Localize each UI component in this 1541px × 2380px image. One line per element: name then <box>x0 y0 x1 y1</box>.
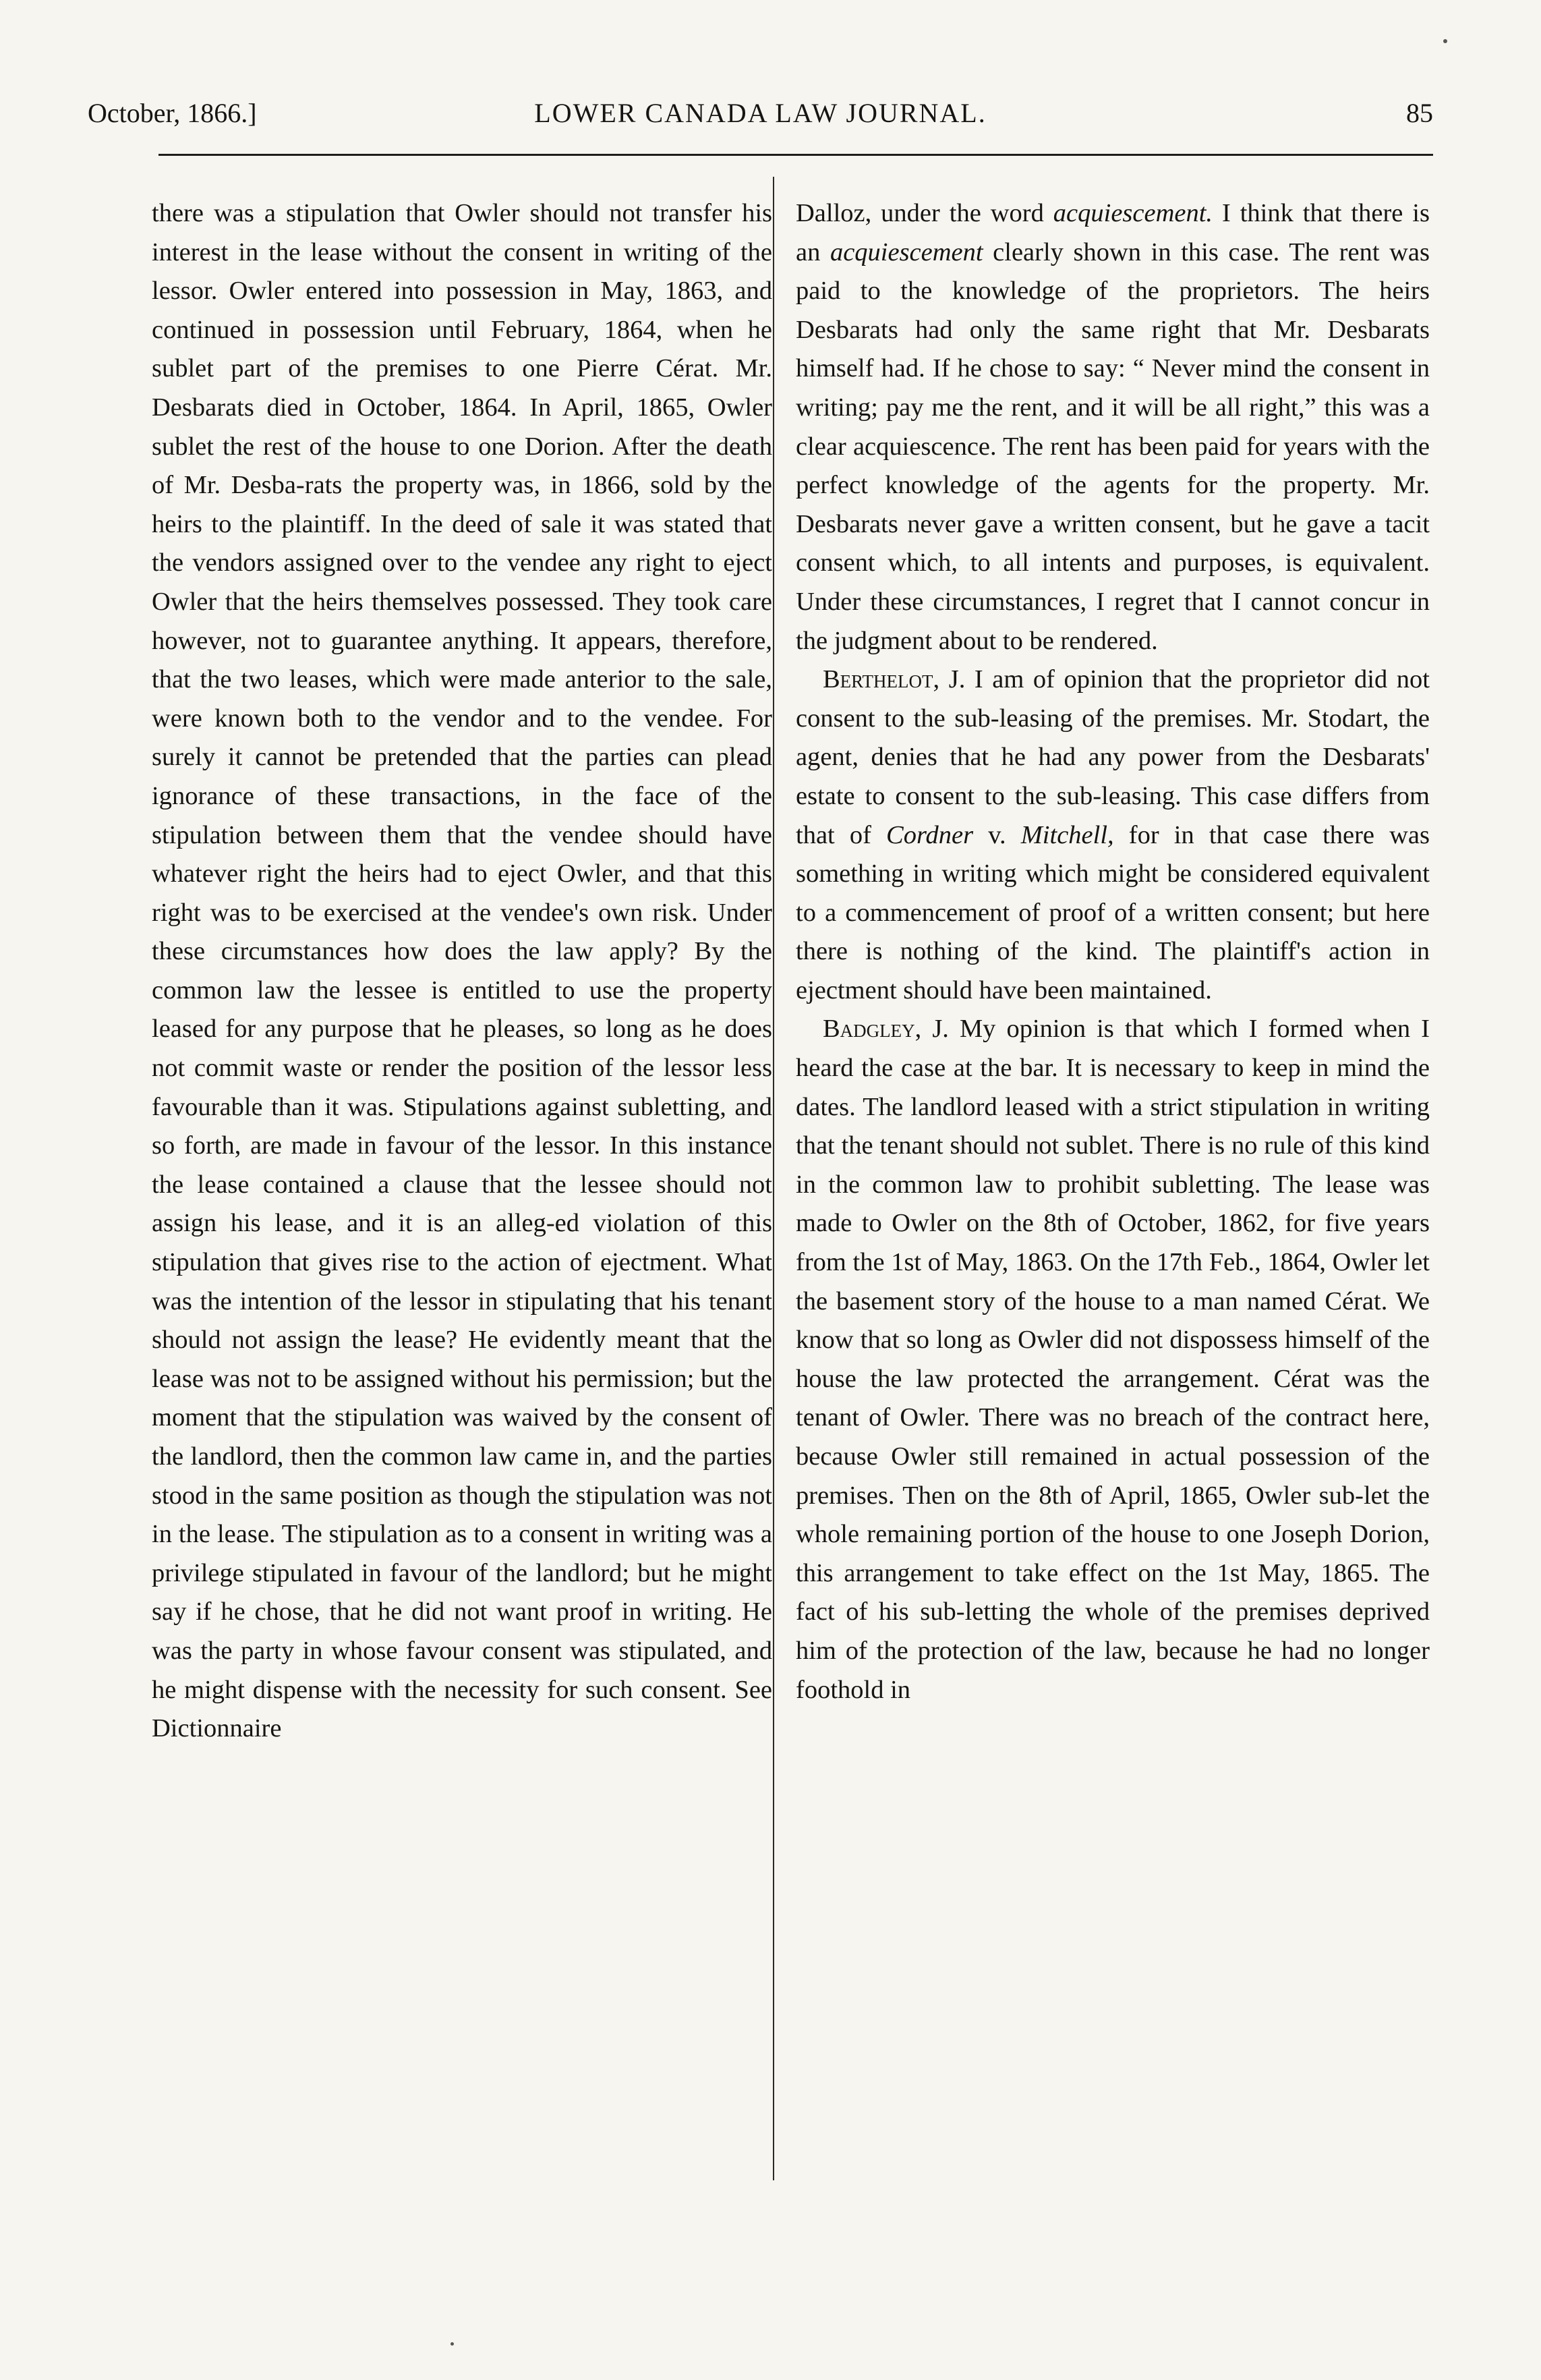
case-party: Cordner <box>886 820 974 849</box>
italic-term: acquiescement. <box>1053 199 1213 227</box>
left-column <box>152 194 772 1749</box>
right-paragraph-2 <box>796 660 1430 1010</box>
text-run: , J. I am of opinion that the proprietor did not consent to the sub-leasing of the premises. Mr. Stodart, the agent, denies that he had any power from the Desbarats' estate to consent to the sub-leasing. This case differs from that of <box>796 665 1430 849</box>
text-run: Dalloz, under the word <box>796 199 1053 227</box>
page-number: 85 <box>1406 98 1433 128</box>
right-paragraph-1 <box>796 194 1430 660</box>
header-rule <box>158 154 1433 156</box>
journal-title: LOWER CANADA LAW JOURNAL. <box>534 98 987 128</box>
header-date: October, 1866.] <box>88 98 257 128</box>
case-party: Mitchell, <box>1020 820 1114 849</box>
right-column <box>796 194 1430 1709</box>
left-paragraph-1: there was a stipulation that Owler should not transfer his interest in the lease without the consent in writing of the lessor. Owler entered into possession in May, 1863, and continued in possession until February, 1864, when he sublet part of the premises to one Pierre Cérat. Mr. Desbarats died in October, 1864. In April, 1865, Owler sublet the rest of the house to one Dorion. After the death of Mr. Desba-rats the property was, in 1866, sold by the heirs to the plaintiff. In the deed of sale it was stated that the vendors assigned over to the vendee any right to eject Owler that the heirs themselves possessed. They took care however, not to guarantee anything. It appears, therefore, that the two leases, which were made anterior to the sale, were known both to the vendor and to the vendee. For surely it cannot be pretended that the parties can plead ignorance of these transactions, in the face of the stipulation between them that the vendee should have whatever right the heirs had to eject Owler, and that this right was to be exercised at the vendee's own risk. Under these circumstances how does the law apply? By the common law the lessee is entitled to use the property leased for any purpose that he pleases, so long as he does not commit waste or render the position of the lessor less favourable than it was. Stipulations against subletting, and so forth, are made in favour of the lessor. In this instance the lease contained a clause that the lessee should not assign his lease, and it is an alleg-ed violation of this stipulation that gives rise to the action of ejectment. What was the intention of the lessor in stipulating that his tenant should not assign the lease? He evidently meant that the lease was not to be assigned without his permission; but the moment that the stipulation was waived by the consent of the landlord, then the common law came in, and the parties stood in the same position as though the stipulation was not in the lease. The stipulation as to a consent in writing was a privilege stipulated in favour of the landlord; but he might say if he chose, that he did not want proof in writing. He was the party in whose favour consent was stipulated, and he might dispense with the necessity for such consent. See Dictionnaire <box>152 199 772 1743</box>
text-run: v. <box>973 820 1021 849</box>
right-paragraph-3 <box>796 1010 1430 1709</box>
column-divider <box>773 177 774 2180</box>
text-run: clearly shown in this case. The rent was paid to the knowledge of the proprietors. The heirs Desbarats had only the same right that Mr. Desbarats himself had. If he chose to say: “ Never mind the consent in writing; pay me the rent, and it will be all right,” this was a clear acquiescence. The rent has been paid for years with the perfect knowledge of the agents for the property. Mr. Desbarats never gave a written consent, but he gave a tacit consent which, to all intents and purposes, is equivalent. Under these circumstances, I regret that I cannot concur in the judgment about to be rendered. <box>796 237 1430 655</box>
paper-speck <box>450 2342 454 2346</box>
text-run: , J. My opinion is that which I formed when I heard the case at the bar. It is necessary to keep in mind the dates. The landlord leased with a strict stipulation in writing that the tenant should not sublet. There is no rule of this kind in the common law to prohibit subletting. The lease was made to Owler on the 8th of October, 1862, for five years from the 1st of May, 1863. On the 17th Feb., 1864, Owler let the basement story of the house to a man named Cérat. We know that so long as Owler did not dispossess himself of the house the law protected the arrangement. Cérat was the tenant of Owler. There was no breach of the contract here, because Owler still remained in actual possession of the premises. Then on the 8th of April, 1865, Owler sub-let the whole remaining portion of the house to one Joseph Dorion, this arrangement to take effect on the 1st May, 1865. The fact of his sub-letting the whole of the premises deprived him of the protection of the law, because he had no longer foothold in <box>796 1015 1430 1704</box>
text-run: I think that there is an <box>796 199 1430 266</box>
running-header <box>88 93 1433 134</box>
judge-name: Badgley <box>823 1015 915 1044</box>
judge-name: Berthelot <box>823 665 933 694</box>
italic-term: acquiescement <box>830 237 983 266</box>
text-run: for in that case there was something in writing which might be considered equivalent to a commencement of proof of a written consent; but here there is nothing of the kind. The plaintiff's action in ejectment should have been maintained. <box>796 820 1430 1004</box>
paper-speck <box>1443 39 1447 43</box>
